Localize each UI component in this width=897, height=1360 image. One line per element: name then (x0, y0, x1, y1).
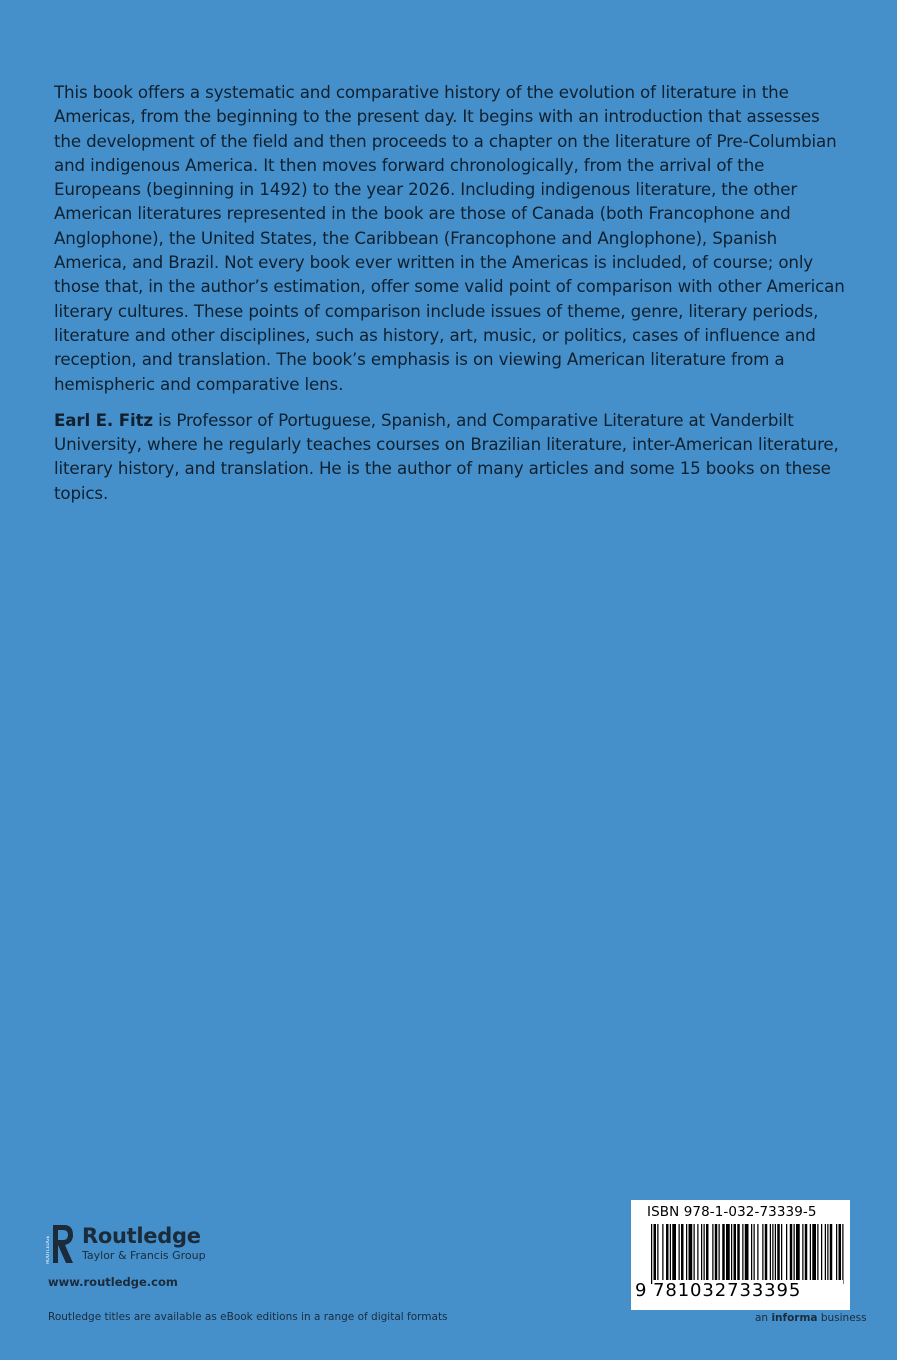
informa-prefix: an (755, 1312, 772, 1324)
barcode-bar (670, 1224, 671, 1284)
barcode-bar (672, 1224, 676, 1284)
author-name: Earl E. Fitz (54, 409, 153, 430)
isbn-digits: 781032733395 (653, 1280, 843, 1301)
barcode-bar (722, 1224, 725, 1284)
routledge-logo-icon (46, 1221, 76, 1267)
barcode-bar (731, 1224, 732, 1284)
barcode-bar (839, 1224, 842, 1284)
informa-brand: informa (771, 1312, 818, 1324)
barcode-bar (762, 1224, 763, 1284)
barcode-bar (679, 1224, 680, 1284)
barcode-bar (737, 1224, 740, 1284)
barcode-bar (796, 1224, 800, 1284)
barcode-bar (842, 1224, 843, 1284)
barcode-bar (817, 1224, 818, 1284)
author-bio-paragraph (54, 408, 846, 505)
barcode-bar (701, 1224, 702, 1284)
description-paragraph: This book offers a systematic and comparative history of the evolution of literature in the Americas, from the beginning to the present day. It begins with an introduction that assesses the development of the field and then proceeds to a chapter on the literature of Pre-Columbian and indigenous America. It then moves forward chronologically, from the arrival of the Europeans (beginning in 1492) to the year 2026. Including indigenous literature, the other American literatures represented in the book are those of Canada (both Francophone and Anglophone), the United States, the Caribbean (Francophone and Anglophone), Spanish America, and Brazil. Not every book ever written in the Americas is included, of course; only those that, in the author’s estimation, offer some valid point of comparison with other American literary cultures. These points of comparison include issues of theme, genre, literary periods, literature and other disciplines, such as history, art, music, or politics, cases of influence and reception, and translation. The book’s emphasis is on viewing American literature from a hemispheric and comparative lens. (54, 82, 845, 394)
isbn-barcode (631, 1200, 850, 1310)
barcode-bar (694, 1224, 695, 1284)
barcode-bar (681, 1224, 684, 1284)
barcode-bar (786, 1224, 787, 1284)
barcode-bar (836, 1224, 837, 1284)
barcode-bar (742, 1224, 743, 1284)
barcode-bar (657, 1224, 658, 1284)
barcode-bar (666, 1224, 669, 1284)
barcode-bar (765, 1224, 768, 1284)
barcode-bar (751, 1224, 752, 1284)
ebook-note: Routledge titles are available as eBook editions in a range of digital formats (48, 1311, 448, 1323)
publisher-url[interactable]: www.routledge.com (48, 1275, 178, 1289)
barcode-bar (794, 1224, 795, 1284)
barcode-bar (802, 1224, 803, 1284)
barcode-bar (734, 1224, 737, 1284)
barcode-bar (812, 1224, 816, 1284)
barcode-bar (777, 1224, 780, 1284)
barcode-bar (697, 1224, 698, 1284)
back-cover-blurb (54, 80, 846, 517)
barcode-bar (662, 1224, 663, 1284)
barcode-bar (686, 1224, 687, 1284)
publisher-logo (46, 1221, 206, 1267)
barcode-bar (775, 1224, 776, 1284)
barcode-bar (770, 1224, 771, 1284)
barcode-bar (772, 1224, 773, 1284)
barcode-bar (805, 1224, 808, 1284)
isbn-first-digit: 9 (635, 1280, 647, 1301)
publisher-name: Routledge (82, 1224, 201, 1248)
barcode-bar (719, 1224, 720, 1284)
barcode-bar (790, 1224, 793, 1284)
barcode-bar (830, 1224, 833, 1284)
barcode-bar (821, 1224, 822, 1284)
barcode-bar (689, 1224, 693, 1284)
barcode-bar (651, 1224, 652, 1284)
informa-business (755, 1312, 867, 1324)
barcode-bar (706, 1224, 709, 1284)
barcode-bar (754, 1224, 755, 1284)
barcode-bar (825, 1224, 826, 1284)
barcode-bar (715, 1224, 718, 1284)
isbn-label: ISBN 978-1-032-73339-5 (647, 1204, 817, 1220)
barcode-bar (810, 1224, 811, 1284)
barcode-bar (827, 1224, 828, 1284)
barcode-bar (757, 1224, 758, 1284)
author-bio-text: is Professor of Portuguese, Spanish, and Comparative Literature at Vanderbilt University, where he regularly teaches courses on Brazilian literature, inter-American literature, literary history, and translation. He is the author of many articles and some 15 books on these topics. (54, 409, 839, 503)
barcode-bar (654, 1224, 657, 1284)
informa-suffix: business (817, 1312, 867, 1324)
barcode-bar (745, 1224, 749, 1284)
barcode-bar (704, 1224, 705, 1284)
barcode-bar (712, 1224, 713, 1284)
barcode-bar (726, 1224, 730, 1284)
logo-mark-text: ROUTLEDGE (46, 1235, 52, 1264)
barcode-bar (781, 1224, 782, 1284)
publisher-group: Taylor & Francis Group (82, 1249, 206, 1262)
